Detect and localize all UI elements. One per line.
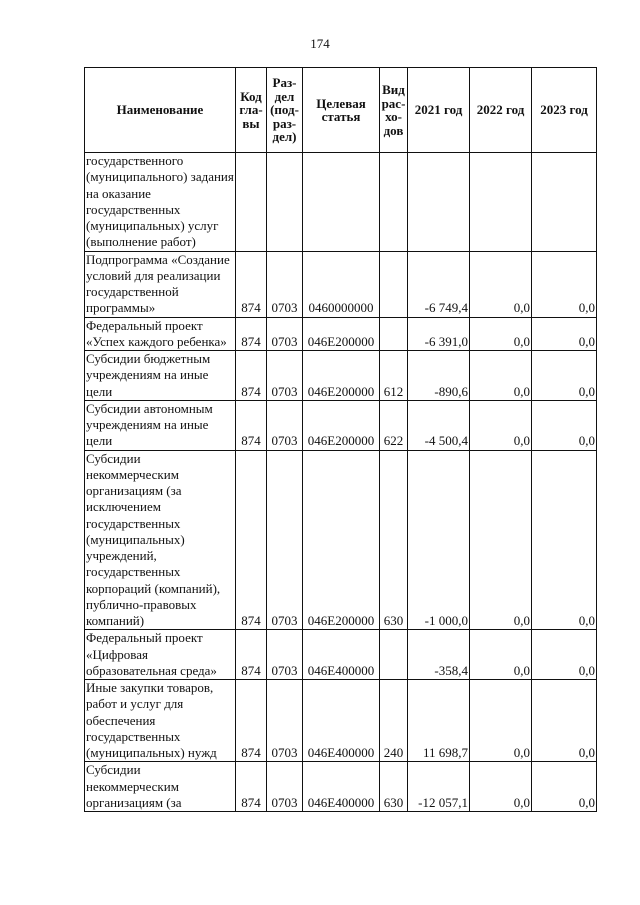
table-row — [85, 400, 597, 450]
table-row — [85, 630, 597, 680]
cell-expense — [380, 317, 408, 351]
cell-chapter: 874 — [236, 351, 267, 401]
cell-y2023: 0,0 — [532, 317, 597, 351]
budget-table — [84, 67, 597, 812]
cell-section — [267, 153, 303, 252]
cell-y2023: 0,0 — [532, 450, 597, 630]
cell-y2023: 0,0 — [532, 762, 597, 812]
cell-section: 0703 — [267, 630, 303, 680]
table-row — [85, 762, 597, 812]
cell-name: Федеральный проект «Успех каждого ребенка» — [85, 317, 236, 351]
cell-chapter: 874 — [236, 400, 267, 450]
cell-expense — [380, 630, 408, 680]
cell-chapter: 874 — [236, 630, 267, 680]
cell-y2023: 0,0 — [532, 351, 597, 401]
cell-name: государственного (муниципального) задания на оказание государственных (муниципальных) услуг (выполнение работ) — [86, 153, 234, 250]
table-row — [85, 251, 597, 317]
cell-y2022: 0,0 — [470, 251, 532, 317]
table-row — [85, 351, 597, 401]
cell-y2021: -12 057,1 — [408, 762, 470, 812]
cell-target: 046E200000 — [303, 400, 380, 450]
cell-y2022: 0,0 — [470, 630, 532, 680]
header-target: Целевая статья — [303, 68, 380, 153]
cell-chapter: 874 — [236, 762, 267, 812]
cell-chapter: 874 — [236, 450, 267, 630]
cell-target — [303, 153, 380, 252]
table-row — [85, 317, 597, 351]
cell-target: 0460000000 — [303, 251, 380, 317]
cell-chapter: 874 — [236, 680, 267, 762]
header-2021: 2021 год — [408, 68, 470, 153]
cell-section: 0703 — [267, 351, 303, 401]
cell-chapter: 874 — [236, 251, 267, 317]
header-expense: Вид рас-хо-дов — [380, 68, 408, 153]
cell-name: Подпрограмма «Создание условий для реализации государственной программы» — [85, 251, 236, 317]
cell-chapter — [236, 153, 267, 252]
header-chapter: Код гла-вы — [236, 68, 267, 153]
cell-expense: 622 — [380, 400, 408, 450]
cell-section: 0703 — [267, 450, 303, 630]
cell-y2022: 0,0 — [470, 400, 532, 450]
table-row — [85, 153, 597, 252]
cell-y2023: 0,0 — [532, 400, 597, 450]
cell-target: 046E200000 — [303, 351, 380, 401]
cell-expense — [380, 251, 408, 317]
cell-y2023 — [532, 153, 597, 252]
cell-y2021: -890,6 — [408, 351, 470, 401]
cell-y2023: 0,0 — [532, 630, 597, 680]
cell-name: Субсидии бюджетным учреждениям на иные цели — [85, 351, 236, 401]
cell-name: Федеральный проект «Цифровая образовательная среда» — [85, 630, 236, 680]
header-section: Раз-дел (под-раз-дел) — [267, 68, 303, 153]
cell-y2022: 0,0 — [470, 680, 532, 762]
page-number: 174 — [310, 36, 330, 51]
header-2022: 2022 год — [470, 68, 532, 153]
table-row — [85, 680, 597, 762]
cell-section: 0703 — [267, 317, 303, 351]
cell-y2023: 0,0 — [532, 251, 597, 317]
cell-y2022: 0,0 — [470, 351, 532, 401]
cell-name: Субсидии автономным учреждениям на иные цели — [85, 400, 236, 450]
cell-y2022: 0,0 — [470, 450, 532, 630]
cell-target: 046E200000 — [303, 450, 380, 630]
cell-y2023: 0,0 — [532, 680, 597, 762]
cell-expense: 630 — [380, 450, 408, 630]
cell-target: 046E400000 — [303, 762, 380, 812]
cell-target: 046E400000 — [303, 680, 380, 762]
cell-name: Иные закупки товаров, работ и услуг для обеспечения государственных (муниципальных) нужд — [85, 680, 236, 762]
cell-section: 0703 — [267, 251, 303, 317]
cell-y2021: -1 000,0 — [408, 450, 470, 630]
cell-y2021: -4 500,4 — [408, 400, 470, 450]
cell-y2022: 0,0 — [470, 317, 532, 351]
cell-y2021: -358,4 — [408, 630, 470, 680]
cell-expense: 630 — [380, 762, 408, 812]
cell-target: 046E200000 — [303, 317, 380, 351]
cell-y2022: 0,0 — [470, 762, 532, 812]
header-name: Наименование — [85, 68, 236, 153]
cell-y2021: -6 749,4 — [408, 251, 470, 317]
table-row — [85, 450, 597, 630]
cell-y2021 — [408, 153, 470, 252]
cell-chapter: 874 — [236, 317, 267, 351]
cell-name: Субсидии некоммерческим организациям (за исключением государственных (муниципальных) учреждений, государственных корпораций (компаний), публично-правовых компаний) — [85, 450, 236, 630]
cell-y2021: 11 698,7 — [408, 680, 470, 762]
cell-y2022 — [470, 153, 532, 252]
cell-section: 0703 — [267, 400, 303, 450]
cell-expense — [380, 153, 408, 252]
cell-y2021: -6 391,0 — [408, 317, 470, 351]
header-2023: 2023 год — [532, 68, 597, 153]
cell-expense: 612 — [380, 351, 408, 401]
cell-target: 046E400000 — [303, 630, 380, 680]
cell-name: Субсидии некоммерческим организациям (за — [85, 762, 236, 812]
cell-expense: 240 — [380, 680, 408, 762]
header-row — [85, 68, 597, 153]
cell-section: 0703 — [267, 762, 303, 812]
cell-section: 0703 — [267, 680, 303, 762]
